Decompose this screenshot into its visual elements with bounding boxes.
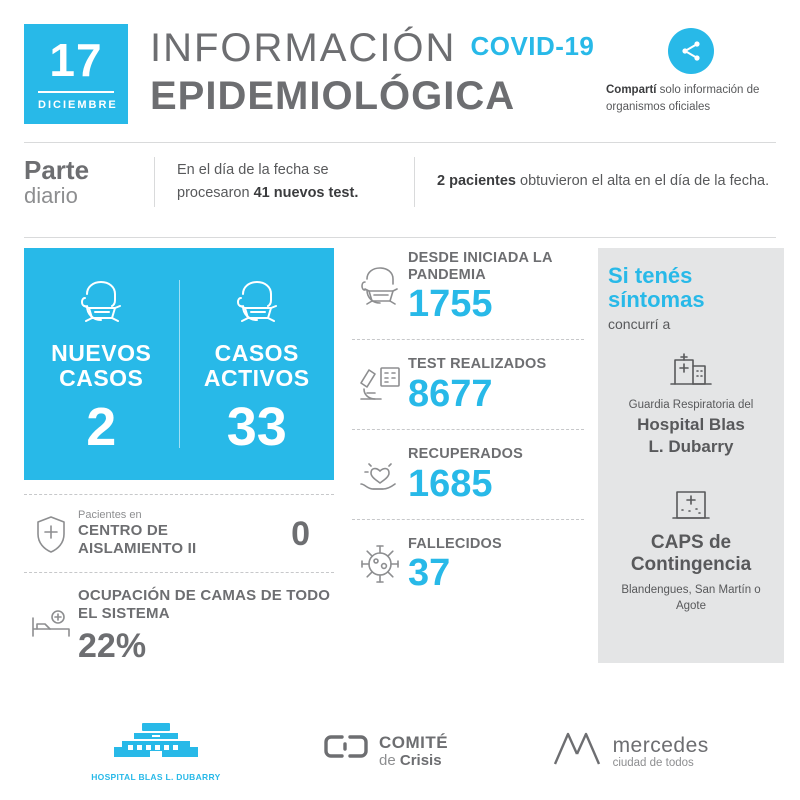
parte-label-1: Parte <box>24 155 90 185</box>
symptoms-panel <box>598 248 784 663</box>
footer <box>0 721 800 782</box>
stat-aislamiento <box>24 509 334 558</box>
footer-comite-text <box>379 734 448 769</box>
page-title-line1: INFORMACIÓN <box>150 26 457 70</box>
hospital-name-line2: L. Dubarry <box>648 436 734 456</box>
page-title-covid: COVID-19 <box>470 31 595 61</box>
clinic-icon <box>608 482 774 524</box>
left-divider-2 <box>24 572 334 573</box>
stat-aislamiento-value: 0 <box>291 514 310 553</box>
parte-label-2: diario <box>24 183 78 208</box>
parte-divider-2 <box>414 157 415 207</box>
share-text-bold: Compartí <box>606 84 657 96</box>
hand-heart-icon <box>352 452 408 496</box>
microscope-icon <box>352 362 408 408</box>
footer-comite-line2-pre: de <box>379 751 400 769</box>
footer-mercedes-logo <box>551 730 709 773</box>
footer-hospital-logo <box>91 721 220 782</box>
parte-text-right-post: obtuvieron el alta en el día de la fecha. <box>516 173 770 190</box>
footer-comite-line2-bold: Crisis <box>399 751 442 769</box>
header <box>0 0 800 124</box>
stat-recuperados-value: 1685 <box>408 462 493 505</box>
middle-column <box>352 248 584 663</box>
stat-nuevos-casos-value: 2 <box>86 396 117 457</box>
symptoms-title-2: síntomas <box>608 287 705 313</box>
stat-casos-activos-value: 33 <box>226 396 287 457</box>
share-block <box>606 24 776 115</box>
parte-diario <box>0 143 800 219</box>
footer-comite-line2 <box>379 753 448 770</box>
shield-cross-icon <box>24 513 78 555</box>
stat-fallecidos-body <box>408 536 584 593</box>
footer-mercedes-line1: mercedes <box>612 733 709 757</box>
caps-name-line2: Contingencia <box>630 554 752 576</box>
main-content <box>0 238 800 666</box>
stat-aislamiento-small: Pacientes en <box>78 509 142 521</box>
parte-text-left <box>177 159 392 205</box>
share-text-rest: solo información de organismos oficiales <box>606 84 760 113</box>
stat-desde-pandemia-label: DESDE INICIADA LA PANDEMIA <box>408 250 553 283</box>
masked-person-icon <box>352 263 408 311</box>
stat-test-realizados-body <box>408 356 584 416</box>
footer-comite-line1: COMITÉ <box>379 732 449 752</box>
stat-recuperados-label: RECUPERADOS <box>408 446 523 463</box>
stat-recuperados-body <box>408 446 584 503</box>
hospital-caption: Guardia Respiratoria del <box>628 399 754 412</box>
stat-recuperados <box>352 444 584 505</box>
hospital-building-icon <box>108 721 204 768</box>
left-divider-1 <box>24 494 334 495</box>
comite-mark-icon <box>323 732 369 771</box>
title-block <box>150 24 606 118</box>
stat-fallecidos <box>352 534 584 595</box>
virus-icon <box>352 541 408 587</box>
mid-divider-2 <box>352 429 584 430</box>
parte-text-right <box>437 170 776 193</box>
symptoms-title-1: Si tenés <box>608 263 693 288</box>
stat-nuevos-casos <box>24 274 179 457</box>
parte-divider-1 <box>154 157 155 207</box>
date-day: 17 <box>49 34 103 86</box>
stat-test-realizados-label: TEST REALIZADOS <box>408 356 547 373</box>
mid-divider-1 <box>352 339 584 340</box>
stat-casos-activos <box>180 274 335 457</box>
share-text <box>606 82 776 115</box>
stat-fallecidos-label: FALLECIDOS <box>408 535 502 552</box>
parte-text-left-pre: En el día de la fecha se procesaron <box>177 161 329 201</box>
hospital-icon <box>608 346 774 390</box>
stat-camas <box>24 587 334 666</box>
stat-fallecidos-value: 37 <box>408 552 451 595</box>
highlight-box <box>24 248 334 480</box>
mid-divider-3 <box>352 519 584 520</box>
stat-camas-value: 22% <box>78 627 147 666</box>
parte-text-left-bold: 41 nuevos test. <box>253 185 359 201</box>
stat-casos-activos-label: CASOS ACTIVOS <box>203 340 310 391</box>
stat-aislamiento-body <box>78 509 275 558</box>
footer-mercedes-text <box>613 734 709 770</box>
date-badge <box>24 24 128 124</box>
stat-desde-pandemia <box>352 248 584 325</box>
stat-aislamiento-label: CENTRO DE AISLAMIENTO II <box>78 522 197 558</box>
footer-comite-logo <box>323 732 448 771</box>
mercedes-m-icon <box>551 730 603 773</box>
footer-hospital-label: HOSPITAL BLAS L. DUBARRY <box>91 772 221 782</box>
hospital-bed-icon <box>24 605 78 645</box>
parte-text-right-bold: 2 pacientes <box>437 173 516 190</box>
stat-camas-label: OCUPACIÓN DE CAMAS DE TODO EL SISTEMA <box>78 587 331 623</box>
parte-label <box>24 157 132 207</box>
left-column <box>24 248 334 666</box>
date-month: DICIEMBRE <box>38 91 114 111</box>
share-icon[interactable] <box>668 28 714 74</box>
stat-nuevos-casos-label: NUEVOS CASOS <box>51 340 152 391</box>
page-title-line2: EPIDEMIOLÓGICA <box>150 74 516 118</box>
stat-camas-body <box>78 587 334 666</box>
stat-desde-pandemia-body <box>408 250 584 326</box>
masked-person-icon <box>229 315 285 332</box>
caps-name-line1: CAPS de <box>650 532 732 554</box>
caps-caption: Blandengues, San Martín o Agote <box>621 584 761 613</box>
masked-person-icon <box>73 315 129 332</box>
symptoms-subtitle: concurrí a <box>608 316 671 333</box>
footer-mercedes-line2: ciudad de todos <box>612 756 694 769</box>
stat-desde-pandemia-value: 1755 <box>408 283 493 326</box>
stat-test-realizados-value: 8677 <box>408 373 493 416</box>
stat-test-realizados <box>352 354 584 415</box>
hospital-name-line1: Hospital Blas <box>637 415 745 435</box>
